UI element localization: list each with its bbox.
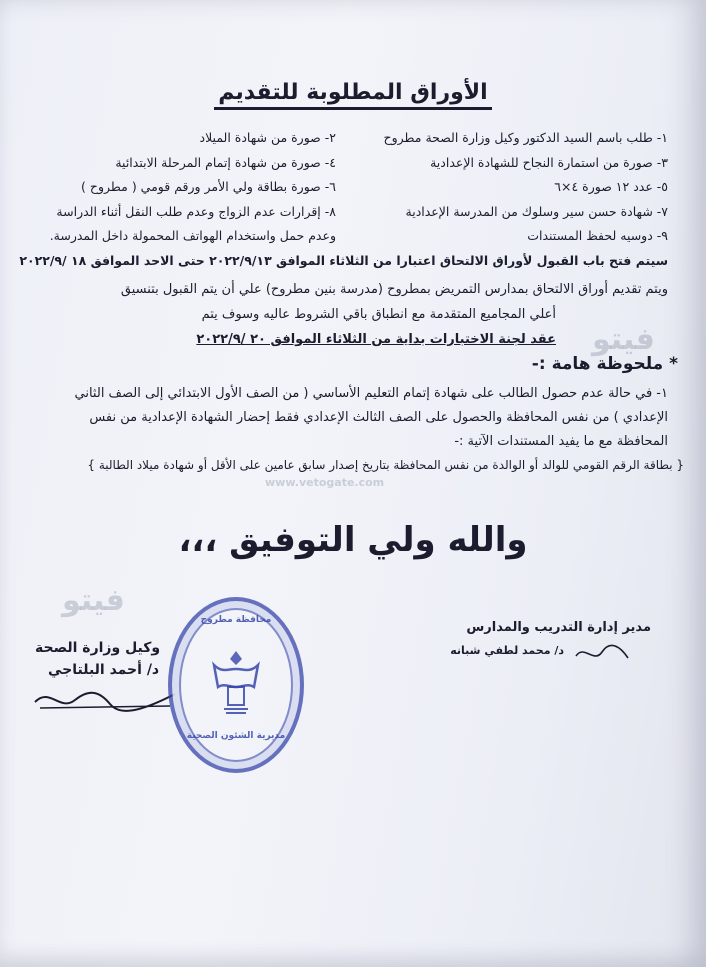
stamp-bottom-text: مديرية الشئون الصحية	[186, 731, 286, 741]
note-line: الإعدادي ) من نفس المحافظة والحصول على الصف الثالث الإعدادي فقط إحضار الشهادة الإعدادية من نفس	[89, 410, 668, 425]
requirement-item: ١- طلب باسم السيد الدكتور وكيل وزارة الصحة مطروح	[383, 130, 668, 145]
requirement-item: ٧- شهادة حسن سير وسلوك من المدرسة الإعدادية	[405, 203, 668, 219]
announcement-line: سيتم فتح باب القبول لأوراق الالتحاق اعتبارا من الثلاثاء الموافق ٢٠٢٢/٩/١٣ حتى الاحد الموافق ١٨ /٢٠٢٢/٩	[19, 253, 668, 268]
announcement-line: عقد لجنة الاختبارات بداية من الثلاثاء الموافق ٢٠ /٢٠٢٢/٩	[196, 332, 556, 347]
requirement-item: ٥- عدد ١٢ صورة ٤×٦	[554, 179, 668, 194]
signature-left-name: د/ أحمد البلتاجي	[48, 662, 160, 678]
requirement-item: ٨- إقرارات عدم الزواج وعدم طلب النقل أثناء الدراسة	[56, 203, 336, 219]
signature-right-name: د/ محمد لطفي شبانه	[450, 644, 564, 657]
requirement-item: وعدم حمل واستخدام الهواتف المحمولة داخل المدرسة.	[49, 228, 336, 243]
note-line: المحافظة مع ما يفيد المستندات الآتية :-	[454, 434, 668, 449]
official-stamp	[168, 597, 304, 773]
requirements-right-column	[384, 126, 668, 249]
signature-right-title: مدير إدارة التدريب والمدارس	[466, 620, 651, 635]
watermark-logo: فيتو	[592, 322, 655, 357]
requirement-item: ٩- دوسيه لحفظ المستندات	[527, 228, 668, 243]
watermark-url: www.vetogate.com	[265, 476, 385, 489]
requirements-left-column	[50, 126, 336, 249]
handwritten-signature-left	[30, 682, 180, 716]
stamp-top-text: محافظة مطروح	[200, 615, 272, 625]
closing-text: والله ولي التوفيق ،،،	[178, 520, 528, 560]
document-title: الأوراق المطلوبة للتقديم	[0, 80, 706, 105]
note-line: { بطاقة الرقم القومي للوالد أو الوالدة من نفس المحافظة بتاريخ إصدار سابق عامين على الأقل أو شهادة ميلاد الطالبة }	[87, 458, 684, 472]
announcement-line: ويتم تقديم أوراق الالتحاق بمدارس التمريض بمطروح (مدرسة بنين مطروح) علي أن يتم القبول بتنسيق	[120, 282, 668, 297]
eagle-emblem-icon	[206, 643, 266, 723]
requirement-item: ٢- صورة من شهادة الميلاد	[199, 130, 336, 145]
signature-left-title: وكيل وزارة الصحة	[35, 640, 161, 656]
watermark-logo: فيتو	[62, 583, 125, 618]
announcement-line: أعلي المجاميع المتقدمة مع انطباق باقي الشروط عاليه وسوف يتم	[201, 307, 556, 322]
note-heading: * ملحوظة هامة :-	[531, 354, 678, 374]
requirement-item: ٦- صورة بطاقة ولي الأمر ورقم قومي ( مطروح )	[81, 179, 336, 194]
note-line: ١- في حالة عدم حصول الطالب على شهادة إتمام التعليم الأساسي ( من الصف الأول الابتدائي إلى الصف الثاني	[74, 386, 668, 401]
requirement-item: ٤- صورة من شهادة إتمام المرحلة الابتدائية	[115, 154, 336, 170]
requirement-item: ٣- صورة من استمارة النجاح للشهادة الإعدادية	[430, 154, 668, 170]
handwritten-signature-right	[572, 640, 632, 666]
